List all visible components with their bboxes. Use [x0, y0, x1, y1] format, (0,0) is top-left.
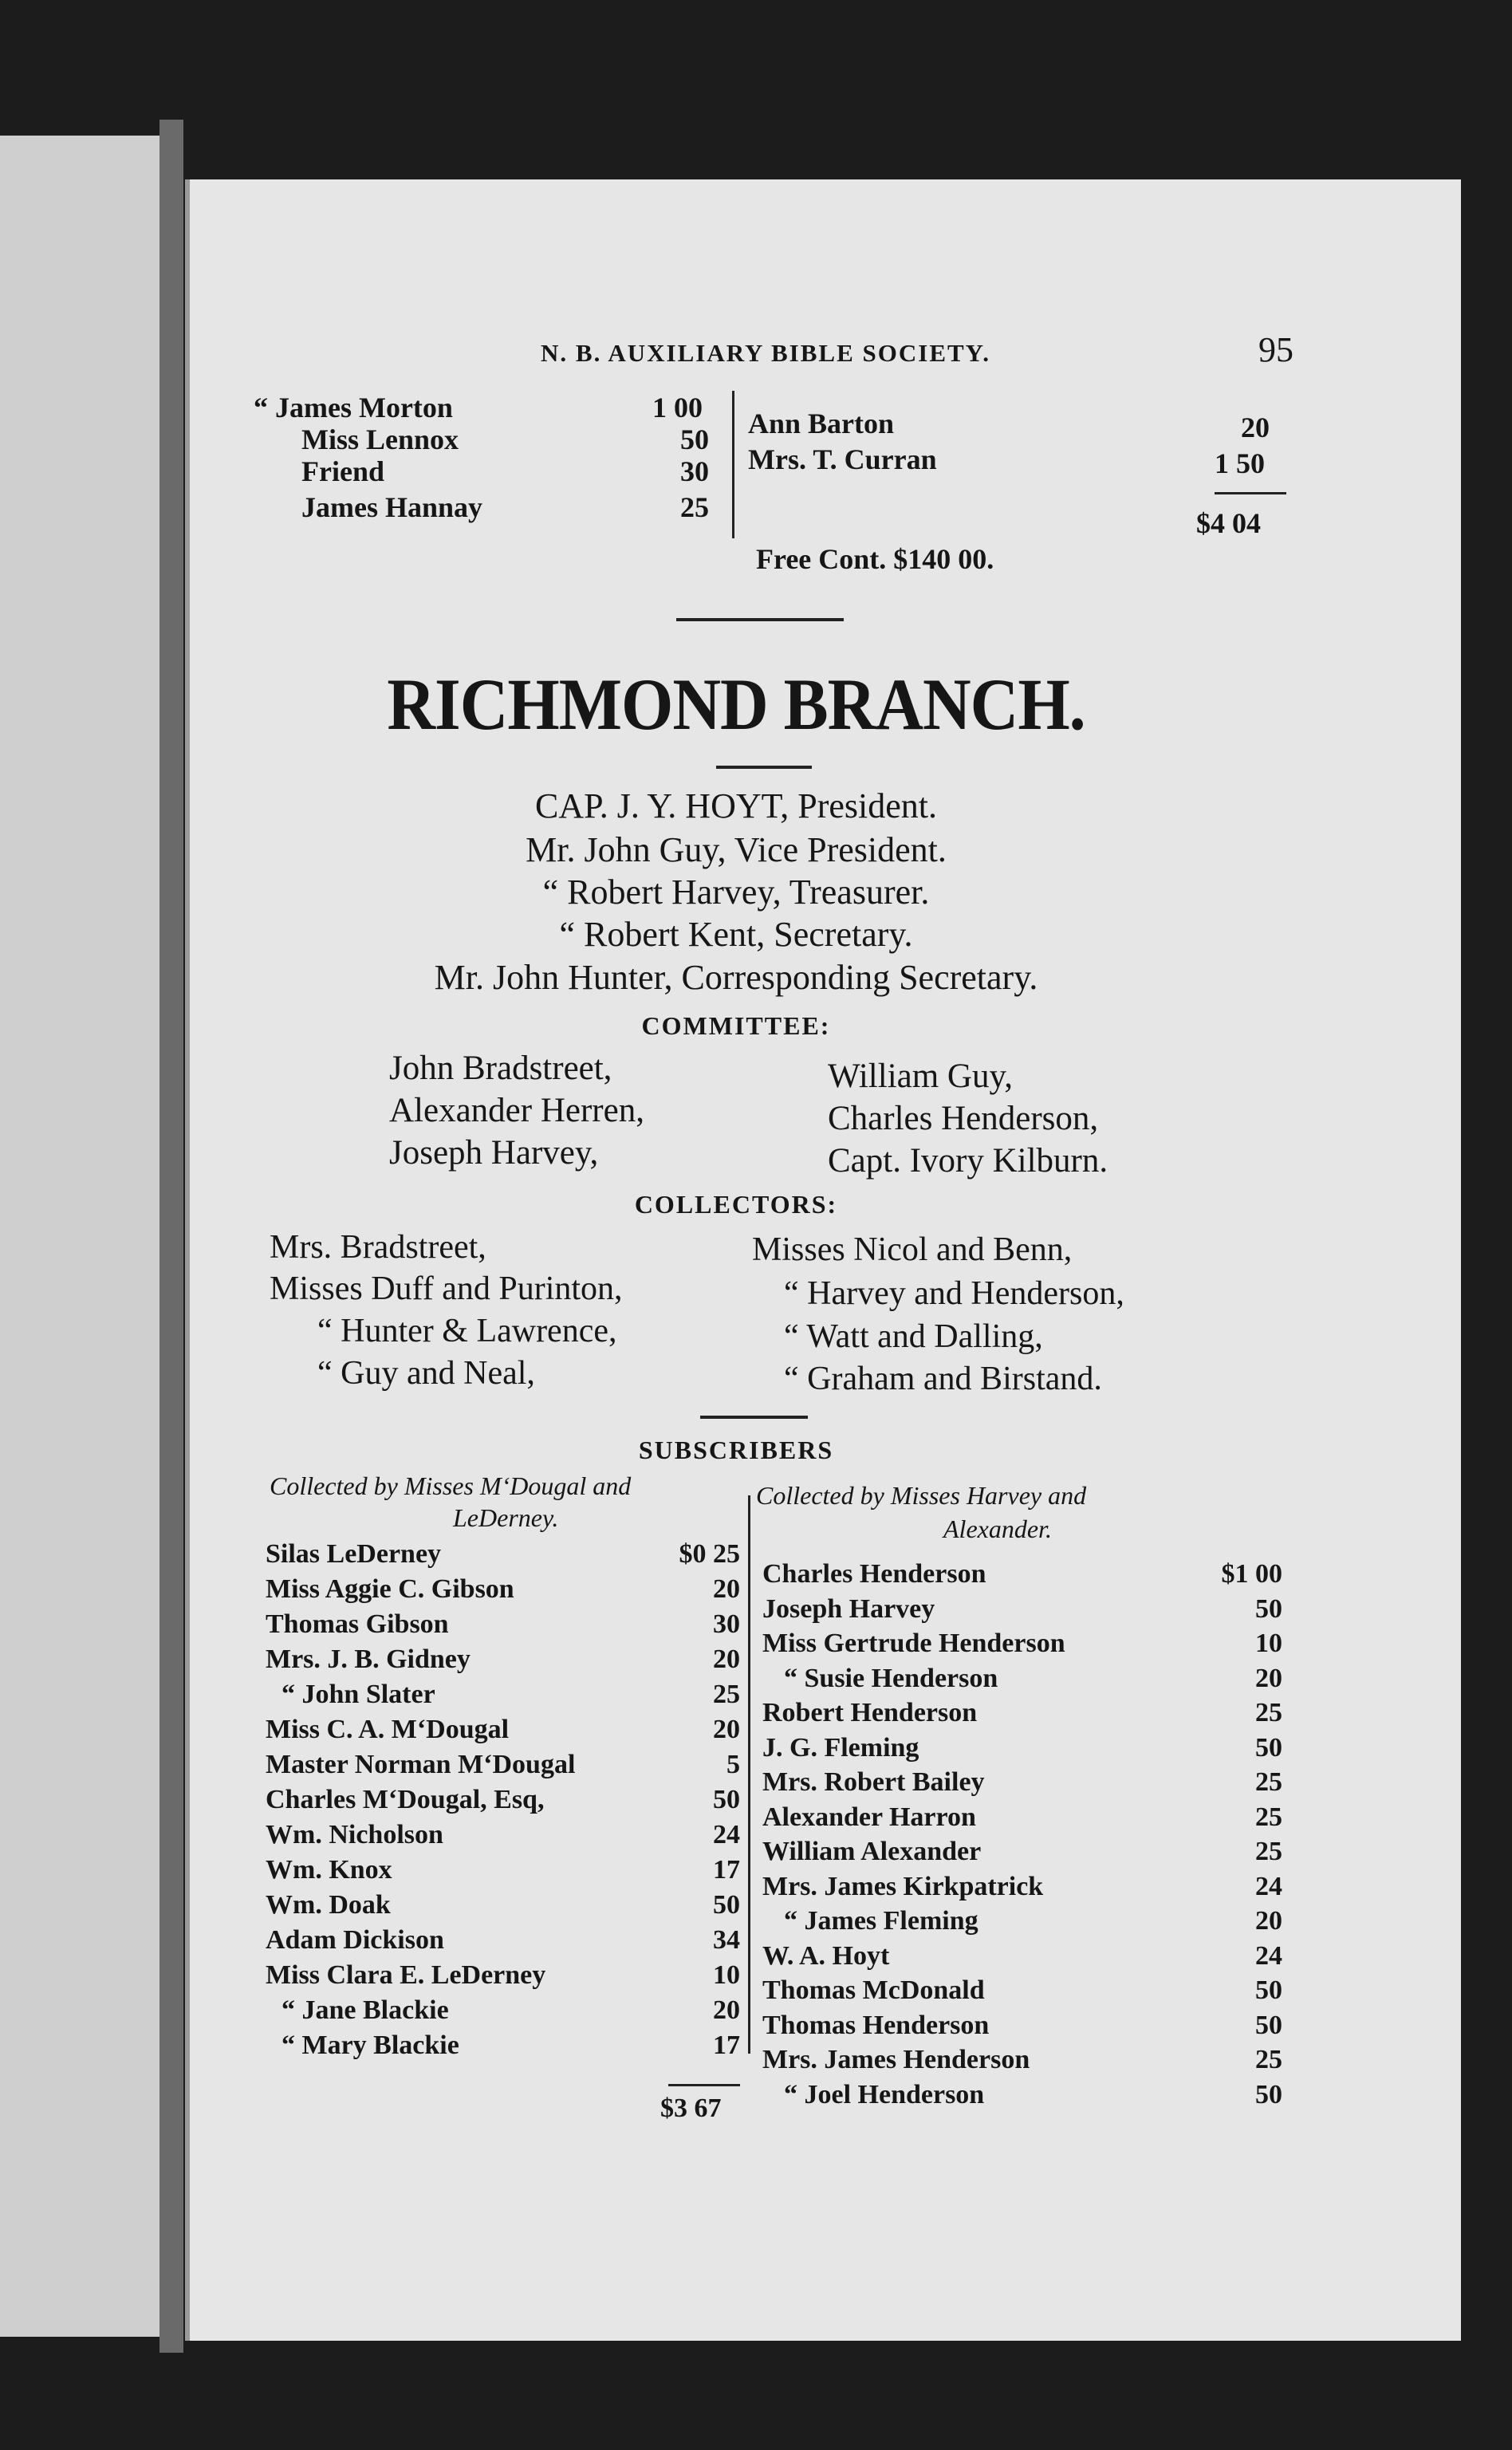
subscriber-amount: 50: [1255, 1975, 1282, 2005]
collector: Misses Duff and Purinton,: [270, 1270, 623, 1307]
collector: “ Hunter & Lawrence,: [317, 1313, 617, 1349]
divider-rule: [716, 766, 812, 769]
subscriber-name: “ Mary Blackie: [282, 2031, 459, 2060]
collectors-heading: COLLECTORS:: [634, 1190, 838, 1219]
committee-heading: COMMITTEE:: [641, 1011, 831, 1040]
officer-president: CAP. J. Y. HOYT, President.: [534, 786, 937, 825]
amount: 20: [1241, 412, 1270, 443]
subscriber-amount: 50: [1255, 2079, 1282, 2109]
subscriber-amount: 20: [713, 1644, 740, 1674]
list-item: Mrs. T. Curran: [748, 443, 937, 475]
committee-member: Alexander Herren,: [389, 1092, 644, 1129]
left-total: $3 67: [660, 2094, 722, 2123]
officer-vice-president: Mr. John Guy, Vice President.: [526, 830, 947, 869]
subscriber-amount: 20: [713, 1574, 740, 1604]
subscriber-name: Wm. Doak: [266, 1890, 391, 1920]
subscriber-amount: 10: [1255, 1629, 1282, 1658]
subscriber-name: “ Susie Henderson: [784, 1663, 998, 1693]
collector: “ Harvey and Henderson,: [784, 1275, 1124, 1312]
officer-corresponding-secretary: Mr. John Hunter, Corresponding Secretary.: [434, 958, 1038, 997]
subscriber-amount: 50: [1255, 2010, 1282, 2040]
subscriber-name: Master Norman M‘Dougal: [266, 1750, 576, 1779]
subscriber-name: Joseph Harvey: [762, 1593, 935, 1624]
subscriber-name: Thomas Gibson: [266, 1609, 449, 1639]
subscriber-name: Miss Clara E. LeDerney: [266, 1960, 546, 1990]
amount: 30: [680, 455, 709, 487]
committee-member: Joseph Harvey,: [389, 1134, 599, 1172]
list-item: Ann Barton: [748, 408, 895, 439]
subscriber-name: “ John Slater: [282, 1680, 435, 1709]
subscriber-name: Miss Aggie C. Gibson: [266, 1574, 514, 1604]
left-column-heading: Collected by Misses M‘Dougal and: [270, 1471, 632, 1500]
subscriber-amount: 20: [1255, 1906, 1282, 1936]
subscriber-amount: $1 00: [1221, 1559, 1282, 1589]
subscriber-name: J. G. Fleming: [762, 1732, 919, 1763]
divider-rule: [676, 618, 844, 621]
officer-treasurer: “ Robert Harvey, Treasurer.: [542, 872, 930, 912]
committee-member: Capt. Ivory Kilburn.: [828, 1142, 1108, 1180]
subscriber-amount: 25: [713, 1680, 740, 1709]
collector: Mrs. Bradstreet,: [270, 1229, 486, 1266]
book-page: [185, 179, 1461, 2341]
subscriber-name: “ Joel Henderson: [784, 2079, 985, 2109]
total: $4 04: [1196, 507, 1261, 539]
book-gutter: [159, 120, 183, 2353]
subscriber-name: “ James Fleming: [784, 1906, 978, 1936]
list-item: “ James Morton: [254, 392, 453, 423]
collector: Misses Nicol and Benn,: [752, 1231, 1073, 1268]
subscriber-amount: 25: [1255, 1767, 1282, 1797]
list-item: Miss Lennox: [301, 423, 459, 455]
running-head: N. B. AUXILIARY BIBLE SOCIETY.: [541, 339, 990, 367]
subscriber-name: Charles M‘Dougal, Esq,: [266, 1785, 545, 1814]
subscriber-amount: 50: [713, 1785, 740, 1814]
subscriber-amount: 10: [713, 1960, 740, 1990]
column-divider: [748, 1495, 750, 2054]
collector: “ Watt and Dalling,: [784, 1318, 1043, 1355]
subscriber-amount: 34: [713, 1925, 740, 1955]
subscriber-amount: 25: [1255, 2045, 1282, 2074]
subscriber-name: William Alexander: [762, 1837, 982, 1866]
subscriber-name: Thomas Henderson: [762, 2010, 990, 2040]
subscriber-name: Robert Henderson: [762, 1698, 978, 1727]
subscriber-amount: 24: [1255, 1871, 1282, 1901]
subscriber-amount: 20: [713, 1995, 740, 2025]
right-column-heading: Collected by Misses Harvey and: [756, 1481, 1087, 1510]
column-divider: [732, 391, 734, 538]
subscriber-amount: 20: [1255, 1663, 1282, 1693]
subscriber-amount: 20: [713, 1715, 740, 1744]
section-title: RICHMOND BRANCH.: [387, 664, 1085, 746]
subscriber-name: Charles Henderson: [762, 1559, 986, 1589]
subscriber-amount: 25: [1255, 1802, 1282, 1832]
subscriber-name: Wm. Nicholson: [266, 1820, 443, 1849]
officer-secretary: “ Robert Kent, Secretary.: [559, 915, 913, 954]
subscriber-name: Wm. Knox: [266, 1855, 392, 1885]
subscriber-amount: 30: [713, 1609, 740, 1639]
subscriber-name: Mrs. Robert Bailey: [762, 1767, 985, 1797]
subscriber-name: Mrs. James Henderson: [762, 2045, 1030, 2074]
subscriber-amount: 17: [713, 2031, 740, 2060]
committee-member: John Bradstreet,: [389, 1050, 612, 1087]
subscriber-amount: 50: [1255, 1732, 1282, 1763]
divider-rule: [700, 1416, 808, 1419]
subscriber-name: Miss C. A. M‘Dougal: [266, 1715, 510, 1744]
subscriber-name: Miss Gertrude Henderson: [762, 1629, 1065, 1658]
committee-member: William Guy,: [828, 1058, 1013, 1095]
amount: 1 00: [652, 392, 703, 423]
facing-page-edge: [0, 136, 159, 2337]
subscriber-name: Alexander Harron: [762, 1802, 976, 1832]
subscriber-name: “ Jane Blackie: [282, 1995, 449, 2025]
sum-rule: [1215, 492, 1286, 494]
subscriber-name: Mrs. James Kirkpatrick: [762, 1871, 1044, 1901]
list-item: Friend: [301, 455, 384, 487]
subscriber-amount: 25: [1255, 1837, 1282, 1866]
list-item: James Hannay: [301, 491, 483, 523]
subscriber-amount: 5: [726, 1750, 740, 1779]
collector: “ Graham and Birstand.: [784, 1361, 1102, 1397]
page-number: 95: [1258, 330, 1293, 369]
subscriber-name: Silas LeDerney: [266, 1539, 442, 1569]
subscriber-amount: 50: [713, 1890, 740, 1920]
amount: 50: [680, 423, 709, 455]
committee-member: Charles Henderson,: [828, 1100, 1099, 1137]
subscriber-amount: 17: [713, 1855, 740, 1885]
subscribers-heading: SUBSCRIBERS: [638, 1436, 834, 1464]
amount: 1 50: [1215, 447, 1265, 479]
subscriber-amount: $0 25: [679, 1539, 740, 1569]
subscriber-name: Mrs. J. B. Gidney: [266, 1644, 471, 1674]
sum-rule: [668, 2084, 740, 2086]
amount: 25: [680, 491, 709, 523]
free-contribution: Free Cont. $140 00.: [756, 543, 994, 575]
subscriber-amount: 24: [713, 1820, 740, 1849]
right-column-heading-cont: Alexander.: [943, 1515, 1052, 1543]
subscriber-name: W. A. Hoyt: [762, 1940, 890, 1971]
subscriber-name: Thomas McDonald: [762, 1975, 985, 2005]
subscriber-amount: 24: [1255, 1940, 1282, 1971]
subscriber-name: Adam Dickison: [266, 1925, 444, 1955]
left-column-heading-cont: LeDerney.: [453, 1503, 559, 1532]
subscriber-amount: 25: [1255, 1698, 1282, 1727]
subscriber-amount: 50: [1255, 1593, 1282, 1624]
collector: “ Guy and Neal,: [317, 1355, 535, 1392]
